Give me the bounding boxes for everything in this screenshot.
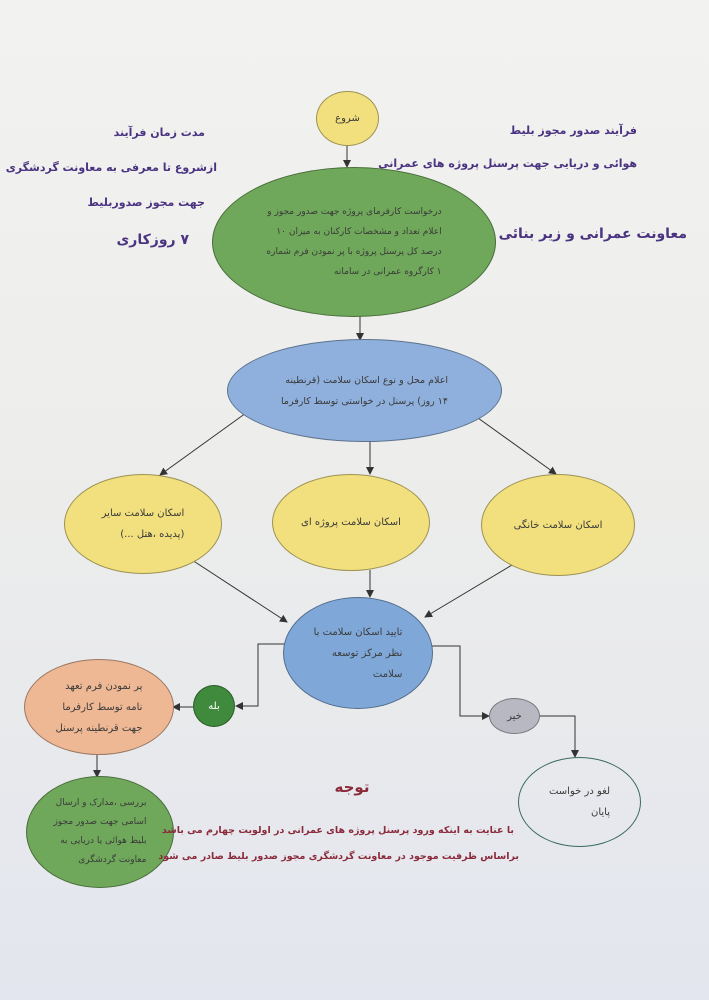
arrow-no-cancel [540,716,575,757]
arrow-announce-other [160,413,246,475]
duration-purpose: جهت مجوز صدوربلیط [87,196,205,209]
no-node: خیر [489,698,540,734]
request-node: درخواست کارفرمای پروژه جهت صدور مجوز و اعلام تعداد و مشخصات کارکنان به میزان ۱۰ درصد کل پرسنل پروژه با پر نمودن فرم شماره ۱ کارگروه عمرانی در سامانه [212,167,496,317]
commitment-node: پر نمودن فرم تعهد نامه توسط کارفرما جهت قرنطینه پرسنل [24,659,174,755]
arrow-home-approval [425,565,512,617]
announce-lodging-node: اعلام محل و نوع اسکان سلامت (قرنطینه ۱۴ روز) پرسنل در خواستی توسط کارفرما [227,339,502,442]
note-title: توجه [334,778,370,796]
lodging-project-node: اسکان سلامت پروژه ای [272,474,430,571]
process-subtitle: هوائی و دریایی جهت پرسنل پروژه های عمرانی [378,157,637,170]
duration-value: ۷ روزکاری [116,232,189,248]
review-node: بررسی ،مدارک و ارسال اسامی جهت صدور مجوز بلیط هوائی یا دریایی به معاونت گردشگری [26,776,174,888]
lodging-home-node: اسکان سلامت خانگی [481,474,635,576]
department-name: معاونت عمرانی و زیر بنائی [498,226,687,242]
process-title: فرآیند صدور مجوز بلیط [509,124,637,137]
start-node: شروع [316,91,379,146]
arrow-approval-yes [236,644,288,706]
duration-scope: ازشروع تا معرفی به معاونت گردشگری [5,161,217,174]
lodging-other-node: اسکان سلامت سایر (پدیده ،هتل ...) [64,474,222,574]
duration-title: مدت زمان فرآیند [113,126,205,139]
arrow-announce-home [478,418,556,474]
yes-node: بله [193,685,235,727]
note-line-1: با عنایت به اینکه ورود پرسنل پروژه های عمرانی در اولویت چهارم می باشد [161,825,514,836]
approval-node: تایید اسکان سلامت با نظر مرکز توسعه سلامت [283,597,433,709]
cancel-end-node: لغو در خواست پایان [518,757,641,847]
arrow-approval-no [432,646,489,716]
arrow-other-approval [192,560,287,622]
note-line-2: براساس ظرفیت موجود در معاونت گردشگری مجوز صدور بلیط صادر می شود [158,851,519,862]
